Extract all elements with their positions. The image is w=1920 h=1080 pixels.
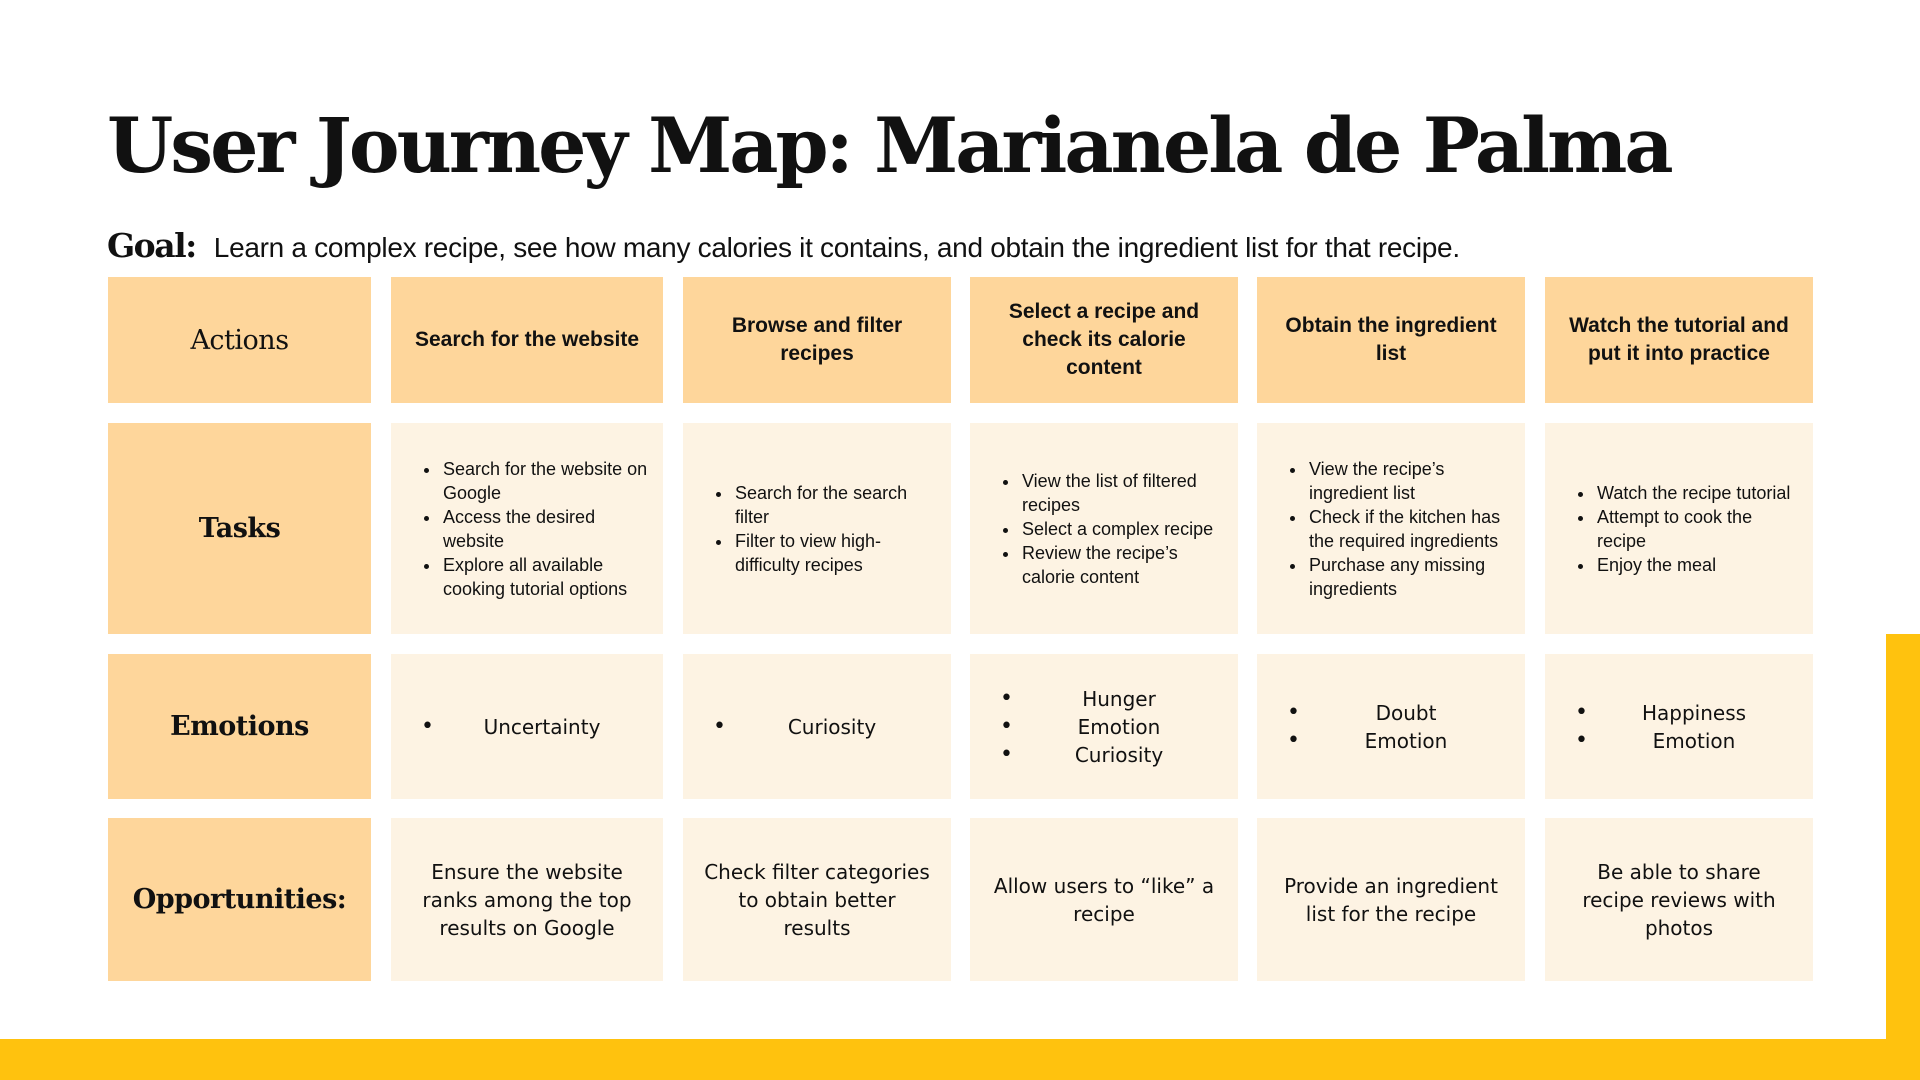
action-title: Watch the tutorial and put it into practice <box>1569 314 1789 365</box>
emotions-cell <box>683 654 951 799</box>
task-item: • Attempt to cook the recipe <box>1595 505 1799 553</box>
tasks-cell <box>1257 423 1525 634</box>
tasks-cell <box>970 423 1238 634</box>
action-header <box>1257 277 1525 403</box>
action-header <box>970 277 1238 403</box>
action-header <box>683 277 951 403</box>
opportunity-cell <box>1257 818 1525 981</box>
action-header <box>391 277 663 403</box>
tasks-cell <box>391 423 663 634</box>
task-list <box>1257 457 1525 601</box>
opportunity-text: Check filter categories to obtain better results <box>704 859 930 940</box>
opportunity-text: Ensure the website ranks among the top results on Google <box>422 859 632 940</box>
goal-text: Learn a complex recipe, see how many calories it contains, and obtain the ingredient list for that recipe. <box>213 232 1460 263</box>
task-item: • Watch the recipe tutorial <box>1595 481 1799 505</box>
task-item: • Enjoy the meal <box>1595 553 1799 577</box>
action-header <box>1545 277 1813 403</box>
emotion-item: • Happiness <box>1545 699 1813 727</box>
task-item: • Check if the kitchen has the required ingredients <box>1307 505 1511 553</box>
goal-statement <box>107 226 1460 265</box>
action-title: Browse and filter recipes <box>731 314 903 365</box>
task-list <box>970 469 1238 589</box>
row-label-tasks <box>108 423 371 634</box>
emotion-item: • Uncertainty <box>391 713 663 741</box>
row-label-text: Tasks <box>198 513 281 544</box>
emotion-list <box>683 713 951 741</box>
task-item: • View the recipe’s ingredient list <box>1307 457 1511 505</box>
action-title: Select a recipe and check its calorie content <box>1008 300 1200 379</box>
opportunity-cell <box>391 818 663 981</box>
opportunity-cell <box>683 818 951 981</box>
tasks-cell <box>1545 423 1813 634</box>
task-item: • Filter to view high-difficulty recipes <box>733 529 937 577</box>
task-list <box>1545 481 1813 577</box>
task-item: • Search for the website on Google <box>441 457 649 505</box>
row-label-text: Opportunities: <box>132 884 347 915</box>
task-list <box>683 481 951 577</box>
task-item: • Explore all available cooking tutorial options <box>441 553 649 601</box>
emotion-list <box>1257 699 1525 755</box>
emotion-item: • Curiosity <box>970 741 1238 769</box>
emotions-cell <box>391 654 663 799</box>
emotion-list <box>1545 699 1813 755</box>
emotion-item: • Curiosity <box>683 713 951 741</box>
task-item: • Access the desired website <box>441 505 649 553</box>
action-title: Obtain the ingredient list <box>1285 314 1497 365</box>
accent-bar-bottom <box>0 1039 1920 1080</box>
emotion-item: • Doubt <box>1257 699 1525 727</box>
tasks-cell <box>683 423 951 634</box>
task-item: • Review the recipe’s calorie content <box>1020 541 1224 589</box>
row-label-text: Emotions <box>170 711 309 742</box>
emotions-cell <box>970 654 1238 799</box>
emotions-cell <box>1257 654 1525 799</box>
page-title: User Journey Map: Marianela de Palma <box>107 101 1671 190</box>
emotion-list <box>391 713 663 741</box>
opportunity-text: Provide an ingredient list for the recipe <box>1284 873 1498 926</box>
task-item: • Search for the search filter <box>733 481 937 529</box>
opportunity-text: Be able to share recipe reviews with photos <box>1582 859 1776 940</box>
emotion-item: • Emotion <box>1545 727 1813 755</box>
emotion-list <box>970 685 1238 769</box>
opportunity-text: Allow users to “like” a recipe <box>993 873 1215 926</box>
row-label-actions <box>108 277 371 403</box>
emotion-item: • Hunger <box>970 685 1238 713</box>
accent-bar-right <box>1886 634 1920 1080</box>
emotion-item: • Emotion <box>1257 727 1525 755</box>
row-label-text: Actions <box>190 324 289 356</box>
action-title: Search for the website <box>414 328 640 351</box>
opportunity-cell <box>1545 818 1813 981</box>
row-label-opportunities <box>108 818 371 981</box>
task-item: • Purchase any missing ingredients <box>1307 553 1511 601</box>
emotions-cell <box>1545 654 1813 799</box>
row-label-emotions <box>108 654 371 799</box>
task-item: • Select a complex recipe <box>1020 517 1224 541</box>
opportunity-cell <box>970 818 1238 981</box>
goal-label: Goal: <box>107 226 196 265</box>
task-item: • View the list of filtered recipes <box>1020 469 1224 517</box>
emotion-item: • Emotion <box>970 713 1238 741</box>
task-list <box>391 457 663 601</box>
